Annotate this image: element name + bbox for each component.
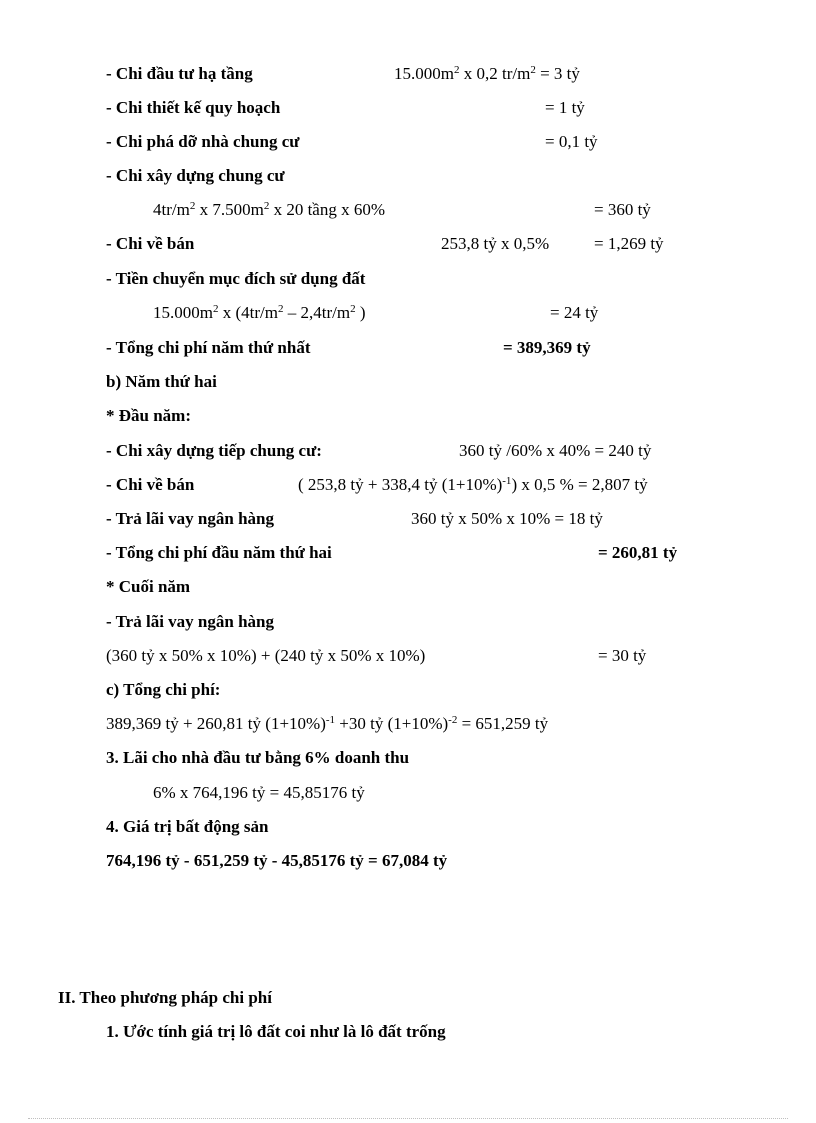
cost-method-subheading: 1. Ước tính giá trị lô đất coi như là lô đất trống xyxy=(106,1022,446,1041)
interest1-label: - Trả lãi vay ngân hàng xyxy=(106,509,274,528)
profit-formula: 6% x 764,196 tỷ = 45,85176 tỷ xyxy=(153,783,365,802)
property-formula: 764,196 tỷ - 651,259 tỷ - 45,85176 tỷ = 67,084 tỷ xyxy=(106,851,448,870)
build-formula: $4tr/m^2$ x $7.500m^2$ x 20 tầng x 60% xyxy=(153,200,386,219)
end-year-value: = 30 tỷ xyxy=(598,646,647,665)
sales1-formula: 253,8 tỷ x 0,5% xyxy=(441,234,550,253)
end-year-label: - Trả lãi vay ngân hàng xyxy=(106,612,274,631)
demolish-label: - Chi phá dỡ nhà chung cư xyxy=(106,132,300,151)
design-label: - Chi thiết kế quy hoạch xyxy=(106,98,281,117)
demolish-value: = 0,1 tỷ xyxy=(545,132,598,151)
sales2-formula: ( 253,8 tỷ + 338,4 tỷ $(1+10\%)^{-1}$) x 0,5 % = 2,807 tỷ xyxy=(298,475,648,494)
build-label: - Chi xây dựng chung cư xyxy=(106,166,285,185)
end-year-heading: * Cuối năm xyxy=(106,577,191,596)
year2-start-heading: * Đầu năm: xyxy=(106,406,192,425)
design-value: = 1 tỷ xyxy=(545,98,585,117)
footer-dotted-rule xyxy=(28,1118,788,1119)
infra-label: - Chi đầu tư hạ tầng xyxy=(106,64,253,83)
build-value: = 360 tỷ xyxy=(594,200,651,219)
infra-formula: $15.000m^2$ x 0,2 $tr/m^2 = 3$ tỷ xyxy=(394,64,580,83)
year2-heading: b) Năm thứ hai xyxy=(106,372,217,391)
build2-formula: 360 tỷ /60% x 40% = 240 tỷ xyxy=(459,441,652,460)
build2-label: - Chi xây dựng tiếp chung cư: xyxy=(106,441,322,460)
total2-value: = 260,81 tỷ xyxy=(598,543,678,562)
landuse-value: = 24 tỷ xyxy=(550,303,599,322)
sales1-value: = 1,269 tỷ xyxy=(594,234,664,253)
profit-heading: 3. Lãi cho nhà đầu tư bằng 6% doanh thu xyxy=(106,748,410,767)
end-year-formula: (360 tỷ x 50% x 10%) + (240 tỷ x 50% x 10%) xyxy=(106,646,426,665)
sales1-label: - Chi về bán xyxy=(106,234,195,253)
total1-label: - Tổng chi phí năm thứ nhất xyxy=(106,338,311,357)
sales2-label: - Chi về bán xyxy=(106,475,195,494)
landuse-label: - Tiền chuyển mục đích sử dụng đất xyxy=(106,269,366,288)
total-cost-heading: c) Tổng chi phí: xyxy=(106,680,221,699)
landuse-formula: $15.000m^2$ x ($4tr/m^2 - 2,4tr/m^2$ ) xyxy=(153,303,366,322)
total-cost-formula: 389,369 tỷ + 260,81 tỷ $(1+10\%)^{-1} +30$ tỷ $(1+10\%)^{-2} = 651,259$ tỷ xyxy=(106,714,549,733)
property-heading: 4. Giá trị bất động sản xyxy=(106,817,269,836)
interest1-formula: 360 tỷ x 50% x 10% = 18 tỷ xyxy=(411,509,603,528)
total1-value: = 389,369 tỷ xyxy=(503,338,591,357)
total2-label: - Tổng chi phí đầu năm thứ hai xyxy=(106,543,332,562)
cost-method-heading: II. Theo phương pháp chi phí xyxy=(58,988,272,1007)
